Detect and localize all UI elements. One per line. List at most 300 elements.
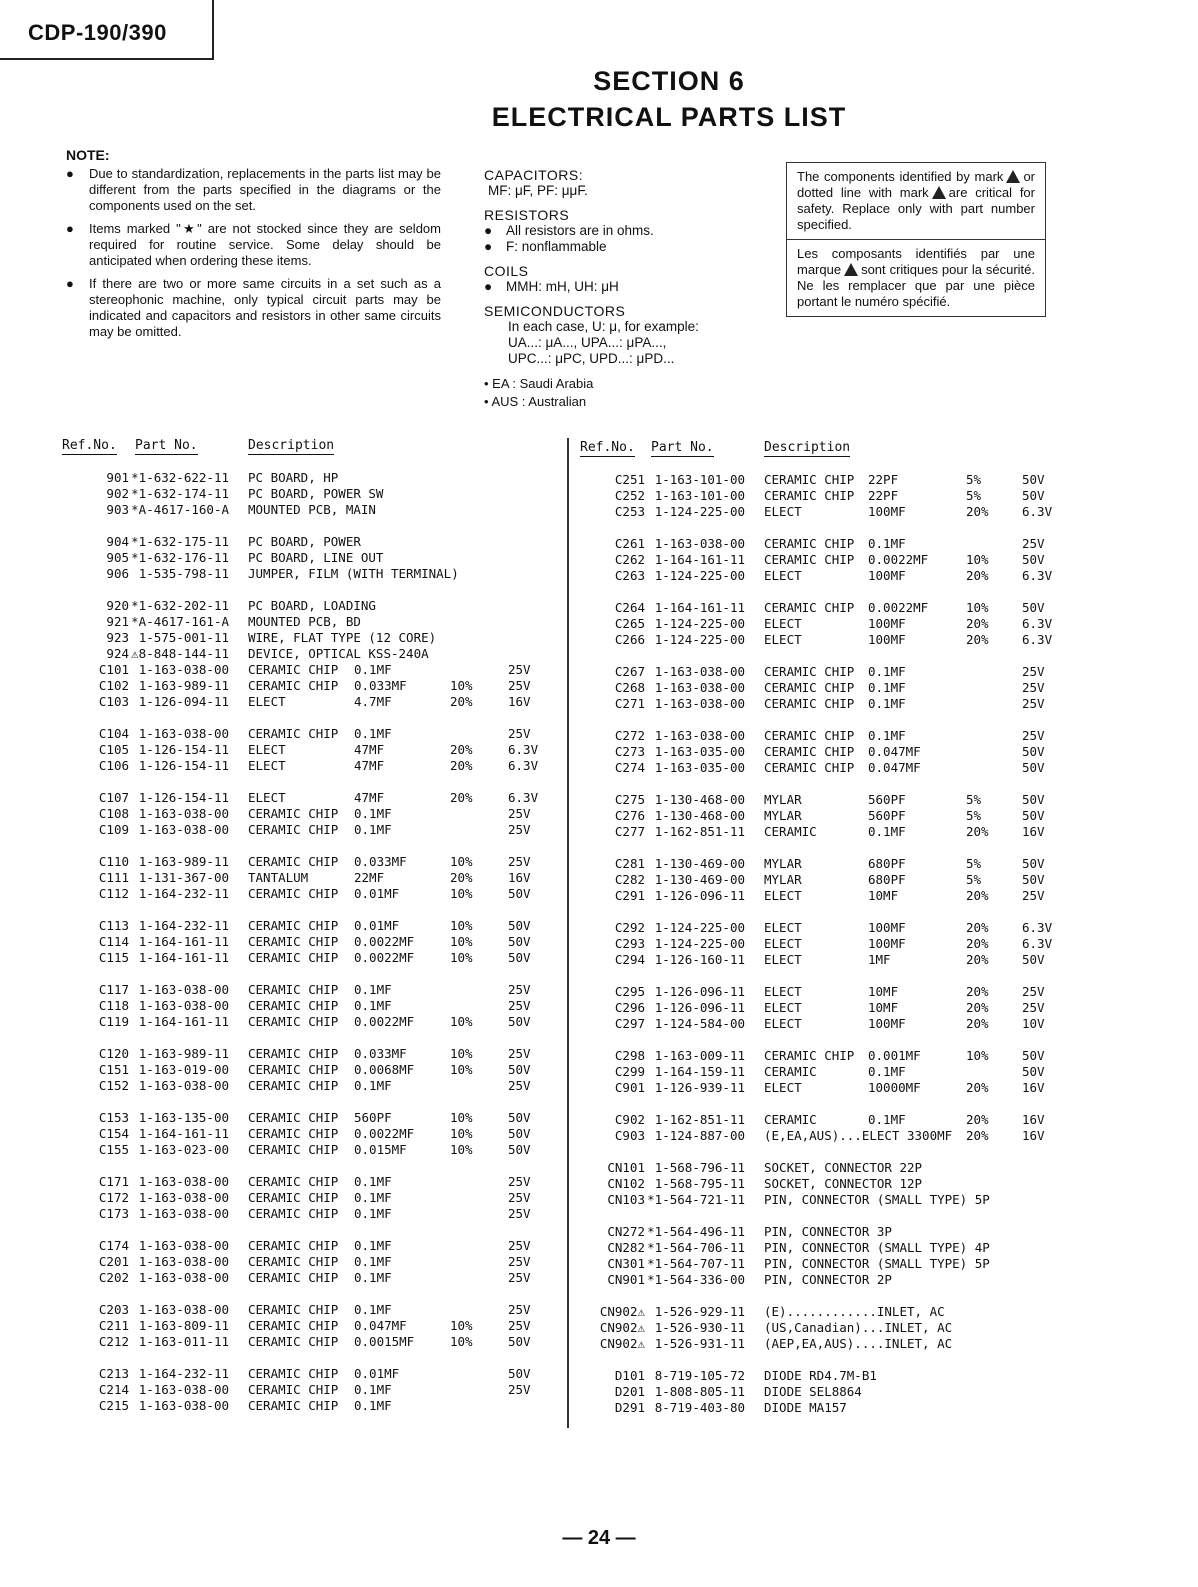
parts-row [62, 1398, 562, 1414]
ref-no: C901 [614, 1080, 645, 1095]
part-no: ⚠8-848-144-11 [131, 646, 229, 661]
ref-no: C271 [614, 696, 645, 711]
part-no: 1-163-038-00 [138, 1254, 229, 1269]
description: DIODE RD4.7M-B1 [764, 1368, 877, 1383]
tolerance: 10% [450, 950, 473, 965]
description: (E)............INLET, AC [764, 1304, 945, 1319]
part-no: *1-632-176-11 [131, 550, 229, 565]
value: 100MF [868, 568, 906, 583]
tolerance: 20% [966, 504, 989, 519]
part-no: 1-163-038-00 [138, 662, 229, 677]
voltage: 50V [1022, 856, 1045, 871]
value: 0.047MF [868, 760, 921, 775]
parts-row [580, 616, 1080, 632]
parts-row [580, 760, 1080, 776]
part-no: 1-163-019-00 [138, 1062, 229, 1077]
ref-no: CN301 [607, 1256, 645, 1271]
description: DIODE SEL8864 [764, 1384, 862, 1399]
parts-row [62, 598, 562, 614]
part-no: 1-163-011-11 [138, 1334, 229, 1349]
ref-no: C902 [614, 1112, 645, 1127]
description: CERAMIC CHIP [764, 600, 855, 615]
parts-row [580, 1192, 1080, 1208]
value: 0.1MF [868, 664, 906, 679]
voltage: 16V [508, 694, 531, 709]
voltage: 25V [1022, 984, 1045, 999]
description: CERAMIC CHIP [248, 662, 339, 677]
description: CERAMIC CHIP [764, 472, 855, 487]
ref-no: C108 [98, 806, 129, 821]
voltage: 25V [508, 1382, 531, 1397]
description: CERAMIC CHIP [248, 1206, 339, 1221]
part-no: 1-130-469-00 [654, 856, 745, 871]
ref-no: C253 [614, 504, 645, 519]
part-no: 1-163-038-00 [138, 982, 229, 997]
voltage: 50V [1022, 872, 1045, 887]
tolerance: 10% [450, 1046, 473, 1061]
voltage: 50V [1022, 472, 1045, 487]
part-no: 1-163-038-00 [138, 822, 229, 837]
part-no: 1-162-851-11 [654, 824, 745, 839]
tolerance: 10% [450, 1318, 473, 1333]
description: CERAMIC CHIP [248, 1078, 339, 1093]
value: 100MF [868, 1016, 906, 1031]
ref-no: CN902⚠ [599, 1320, 645, 1335]
description: PC BOARD, LOADING [248, 598, 376, 613]
voltage: 16V [1022, 1128, 1045, 1143]
part-no: 1-130-469-00 [654, 872, 745, 887]
ref-no: CN901 [607, 1272, 645, 1287]
tolerance: 10% [450, 1126, 473, 1141]
parts-row [62, 1126, 562, 1142]
part-no: *A-4617-160-A [131, 502, 229, 517]
note-item: ● Items marked "★" are not stocked since they are seldom required for routine service. Some delay should be anticipated when ordering these items. [66, 221, 441, 268]
part-no: *A-4617-161-A [131, 614, 229, 629]
part-no: *1-564-496-11 [647, 1224, 745, 1239]
ref-no: C262 [614, 552, 645, 567]
parts-row [580, 552, 1080, 568]
parts-row [62, 950, 562, 966]
ref-no: D201 [614, 1384, 645, 1399]
description: ELECT [248, 790, 286, 805]
ref-no: C104 [98, 726, 129, 741]
voltage: 50V [508, 1126, 531, 1141]
part-no: 1-163-038-00 [138, 1206, 229, 1221]
description: ELECT [764, 952, 802, 967]
voltage: 25V [1022, 664, 1045, 679]
part-no: 1-164-159-11 [654, 1064, 745, 1079]
ref-no: 901 [106, 470, 129, 485]
part-no: 1-526-931-11 [654, 1336, 745, 1351]
parts-row [62, 1014, 562, 1030]
part-no: 1-163-038-00 [654, 696, 745, 711]
description: CERAMIC CHIP [764, 760, 855, 775]
safety-warning-fr: Les composants identifiés par une marque sont critiques pour la sécurité. Ne les remplacer que par une pièce portant le numéro spécifié. [797, 246, 1035, 309]
description: CERAMIC CHIP [764, 664, 855, 679]
value: 0.1MF [354, 822, 392, 837]
parts-row [580, 1064, 1080, 1080]
parts-row [580, 488, 1080, 504]
part-no: 1-163-038-00 [138, 998, 229, 1013]
ref-no: C903 [614, 1128, 645, 1143]
voltage: 50V [508, 886, 531, 901]
description: ELECT [764, 920, 802, 935]
voltage: 50V [1022, 488, 1045, 503]
part-no: 1-163-101-00 [654, 472, 745, 487]
voltage: 50V [1022, 1064, 1045, 1079]
parts-row [62, 1046, 562, 1062]
model-number: CDP-190/390 [28, 20, 167, 45]
value: 680PF [868, 856, 906, 871]
page-number: — 24 — [562, 1527, 636, 1549]
description: CERAMIC CHIP [248, 982, 339, 997]
resistors-note: ● All resistors are in ohms. [484, 223, 654, 238]
ref-no: C201 [98, 1254, 129, 1269]
parts-row [580, 1224, 1080, 1240]
parts-row [580, 920, 1080, 936]
parts-row [580, 680, 1080, 696]
description: MYLAR [764, 808, 802, 823]
ref-no: 920 [106, 598, 129, 613]
resistors-note: ● F: nonflammable [484, 239, 607, 254]
capacitors-heading: CAPACITORS: [484, 167, 584, 183]
voltage: 50V [1022, 952, 1045, 967]
description: PC BOARD, LINE OUT [248, 550, 384, 565]
tolerance: 20% [966, 920, 989, 935]
voltage: 25V [508, 998, 531, 1013]
voltage: 25V [508, 1174, 531, 1189]
description: MOUNTED PCB, BD [248, 614, 361, 629]
ref-no: C294 [614, 952, 645, 967]
description: DEVICE, OPTICAL KSS-240A [248, 646, 429, 661]
part-no: 1-163-038-00 [654, 536, 745, 551]
voltage: 25V [508, 1254, 531, 1269]
parts-row [580, 952, 1080, 968]
ref-no: 903 [106, 502, 129, 517]
description: CERAMIC CHIP [248, 1366, 339, 1381]
warning-triangle-icon [932, 186, 946, 199]
capacitors-units: MF: μF, PF: μμF. [488, 183, 588, 198]
coils-note: ● MMH: mH, UH: μH [484, 279, 619, 294]
ref-no: C276 [614, 808, 645, 823]
part-no: 1-163-101-00 [654, 488, 745, 503]
description: CERAMIC CHIP [248, 886, 339, 901]
ref-no: 923 [106, 630, 129, 645]
ref-no: C268 [614, 680, 645, 695]
description: (US,Canadian)...INLET, AC [764, 1320, 953, 1335]
parts-row [62, 1174, 562, 1190]
voltage: 25V [508, 662, 531, 677]
part-no: 1-163-038-00 [138, 1382, 229, 1397]
safety-warning-box [786, 162, 1046, 317]
ref-no: C215 [98, 1398, 129, 1413]
parts-row [62, 1318, 562, 1334]
region-note: • AUS : Australian [484, 394, 587, 409]
ref-no: 904 [106, 534, 129, 549]
value: 0.1MF [354, 726, 392, 741]
value: 0.1MF [868, 680, 906, 695]
value: 10MF [868, 1000, 899, 1015]
parts-row [62, 1334, 562, 1350]
tolerance: 5% [966, 872, 982, 887]
description: ELECT [764, 1080, 802, 1095]
voltage: 6.3V [1022, 568, 1053, 583]
value: 4.7MF [354, 694, 392, 709]
ref-no: C297 [614, 1016, 645, 1031]
voltage: 25V [508, 982, 531, 997]
value: 0.1MF [868, 728, 906, 743]
part-no: 1-163-035-00 [654, 744, 745, 759]
part-no: 1-164-161-11 [654, 552, 745, 567]
voltage: 50V [508, 950, 531, 965]
col-header-ref: Ref.No. [62, 438, 117, 453]
description: PIN, CONNECTOR 2P [764, 1272, 892, 1287]
value: 0.1MF [354, 1254, 392, 1269]
tolerance: 10% [450, 1142, 473, 1157]
part-no: 1-126-154-11 [138, 742, 229, 757]
ref-no: CN282 [607, 1240, 645, 1255]
description: CERAMIC CHIP [248, 822, 339, 837]
description: CERAMIC CHIP [764, 680, 855, 695]
tolerance: 20% [966, 568, 989, 583]
value: 560PF [868, 808, 906, 823]
ref-no: C251 [614, 472, 645, 487]
value: 0.047MF [868, 744, 921, 759]
voltage: 25V [508, 822, 531, 837]
tolerance: 20% [966, 1112, 989, 1127]
voltage: 50V [508, 1014, 531, 1029]
ref-no: C154 [98, 1126, 129, 1141]
column-divider [567, 438, 569, 1428]
model-box [0, 0, 214, 60]
parts-row [580, 872, 1080, 888]
value: 0.1MF [354, 1206, 392, 1221]
description: CERAMIC CHIP [248, 998, 339, 1013]
tolerance: 10% [450, 934, 473, 949]
part-no: 1-568-795-11 [654, 1176, 745, 1191]
value: 22PF [868, 488, 899, 503]
parts-row [580, 744, 1080, 760]
parts-row [580, 568, 1080, 584]
parts-row [580, 1272, 1080, 1288]
ref-no: C113 [98, 918, 129, 933]
part-no: 1-164-232-11 [138, 886, 229, 901]
part-no: 1-163-038-00 [138, 806, 229, 821]
description: MOUNTED PCB, MAIN [248, 502, 376, 517]
description: CERAMIC [764, 824, 817, 839]
value: 0.0015MF [354, 1334, 415, 1349]
tolerance: 20% [450, 758, 473, 773]
parts-row [62, 886, 562, 902]
tolerance: 10% [966, 600, 989, 615]
part-no: 1-163-023-00 [138, 1142, 229, 1157]
description: DIODE MA157 [764, 1400, 847, 1415]
voltage: 6.3V [1022, 632, 1053, 647]
voltage: 50V [508, 1366, 531, 1381]
ref-no: C114 [98, 934, 129, 949]
ref-no: C120 [98, 1046, 129, 1061]
tolerance: 5% [966, 808, 982, 823]
voltage: 25V [508, 854, 531, 869]
description: CERAMIC CHIP [764, 728, 855, 743]
parts-row [580, 856, 1080, 872]
part-no: 1-124-225-00 [654, 568, 745, 583]
description: CERAMIC CHIP [248, 950, 339, 965]
value: 560PF [354, 1110, 392, 1125]
description: ELECT [248, 758, 286, 773]
part-no: 1-124-225-00 [654, 936, 745, 951]
section-number: SECTION 6 [593, 66, 745, 96]
parts-row [580, 1048, 1080, 1064]
part-no: 1-124-887-00 [654, 1128, 745, 1143]
value: 22PF [868, 472, 899, 487]
tolerance: 20% [966, 1016, 989, 1031]
description: ELECT [764, 1016, 802, 1031]
resistors-heading: RESISTORS [484, 207, 570, 223]
value: 0.1MF [354, 1398, 392, 1413]
voltage: 50V [508, 1142, 531, 1157]
voltage: 16V [508, 870, 531, 885]
parts-row [580, 1112, 1080, 1128]
value: 0.1MF [354, 1270, 392, 1285]
ref-no: C296 [614, 1000, 645, 1015]
parts-row [580, 1256, 1080, 1272]
part-no: 1-126-096-11 [654, 888, 745, 903]
parts-row [62, 1206, 562, 1222]
tolerance: 20% [966, 632, 989, 647]
tolerance: 20% [966, 952, 989, 967]
parts-row [62, 934, 562, 950]
part-no: 1-163-038-00 [138, 1174, 229, 1189]
voltage: 25V [508, 726, 531, 741]
value: 47MF [354, 758, 385, 773]
parts-row [62, 790, 562, 806]
part-no: 1-164-161-11 [654, 600, 745, 615]
parts-row [62, 870, 562, 886]
voltage: 25V [1022, 1000, 1045, 1015]
part-no: 1-163-038-00 [654, 664, 745, 679]
voltage: 25V [508, 1270, 531, 1285]
tolerance: 20% [966, 1128, 989, 1143]
value: 0.0068MF [354, 1062, 415, 1077]
voltage: 50V [1022, 808, 1045, 823]
parts-row [580, 472, 1080, 488]
description: CERAMIC CHIP [248, 854, 339, 869]
value: 0.1MF [354, 662, 392, 677]
voltage: 25V [508, 806, 531, 821]
ref-no: C295 [614, 984, 645, 999]
ref-no: C261 [614, 536, 645, 551]
voltage: 50V [508, 934, 531, 949]
col-header-desc: Description [248, 438, 335, 453]
description: ELECT [764, 936, 802, 951]
ref-no: C102 [98, 678, 129, 693]
description: (AEP,EA,AUS)....INLET, AC [764, 1336, 953, 1351]
part-no: 1-164-161-11 [138, 1126, 229, 1141]
part-no: *1-564-336-00 [647, 1272, 745, 1287]
parts-row [62, 1254, 562, 1270]
tolerance: 20% [450, 870, 473, 885]
parts-row [62, 694, 562, 710]
voltage: 6.3V [1022, 920, 1053, 935]
parts-row [580, 792, 1080, 808]
ref-no: CN272 [607, 1224, 645, 1239]
ref-no: C272 [614, 728, 645, 743]
part-no: 1-163-809-11 [138, 1318, 229, 1333]
part-no: *1-632-622-11 [131, 470, 229, 485]
value: 0.1MF [354, 806, 392, 821]
part-no: 1-124-225-00 [654, 920, 745, 935]
voltage: 25V [1022, 888, 1045, 903]
value: 1MF [868, 952, 891, 967]
value: 0.1MF [868, 1064, 906, 1079]
voltage: 50V [1022, 760, 1045, 775]
parts-row [580, 1016, 1080, 1032]
tolerance: 20% [966, 616, 989, 631]
value: 0.0022MF [868, 600, 929, 615]
ref-no: CN902⚠ [599, 1304, 645, 1319]
part-no: 1-163-038-00 [138, 1302, 229, 1317]
value: 0.1MF [354, 1302, 392, 1317]
ref-no: CN102 [607, 1176, 645, 1191]
part-no: *1-632-175-11 [131, 534, 229, 549]
part-no: 1-164-232-11 [138, 1366, 229, 1381]
description: CERAMIC CHIP [248, 1110, 339, 1125]
voltage: 25V [508, 1190, 531, 1205]
value: 0.033MF [354, 1046, 407, 1061]
ref-no: 905 [106, 550, 129, 565]
description: CERAMIC CHIP [248, 1318, 339, 1333]
part-no: 1-163-038-00 [138, 1270, 229, 1285]
voltage: 25V [508, 1046, 531, 1061]
value: 0.0022MF [354, 950, 415, 965]
part-no: 1-575-001-11 [138, 630, 229, 645]
tolerance: 10% [450, 918, 473, 933]
ref-no: C155 [98, 1142, 129, 1157]
parts-row [62, 1110, 562, 1126]
parts-row [62, 614, 562, 630]
part-no: 1-164-232-11 [138, 918, 229, 933]
voltage: 50V [508, 1334, 531, 1349]
ref-no: C202 [98, 1270, 129, 1285]
tolerance: 20% [450, 694, 473, 709]
tolerance: 20% [450, 790, 473, 805]
coils-heading: COILS [484, 263, 529, 279]
ref-no: C281 [614, 856, 645, 871]
value: 0.1MF [354, 982, 392, 997]
ref-no: C174 [98, 1238, 129, 1253]
value: 0.1MF [354, 1174, 392, 1189]
part-no: 1-163-035-00 [654, 760, 745, 775]
ref-no: C101 [98, 662, 129, 677]
ref-no: C275 [614, 792, 645, 807]
value: 0.047MF [354, 1318, 407, 1333]
voltage: 50V [508, 1110, 531, 1125]
ref-no: C118 [98, 998, 129, 1013]
parts-row [580, 536, 1080, 552]
description: SOCKET, CONNECTOR 12P [764, 1176, 923, 1191]
part-no: 1-163-989-11 [138, 1046, 229, 1061]
voltage: 50V [1022, 1048, 1045, 1063]
ref-no: 906 [106, 566, 129, 581]
description: PIN, CONNECTOR (SMALL TYPE) 5P [764, 1256, 990, 1271]
value: 0.1MF [868, 696, 906, 711]
voltage: 16V [1022, 1112, 1045, 1127]
description: CERAMIC CHIP [248, 1126, 339, 1141]
value: 0.1MF [868, 824, 906, 839]
description: CERAMIC CHIP [764, 552, 855, 567]
ref-no: C263 [614, 568, 645, 583]
